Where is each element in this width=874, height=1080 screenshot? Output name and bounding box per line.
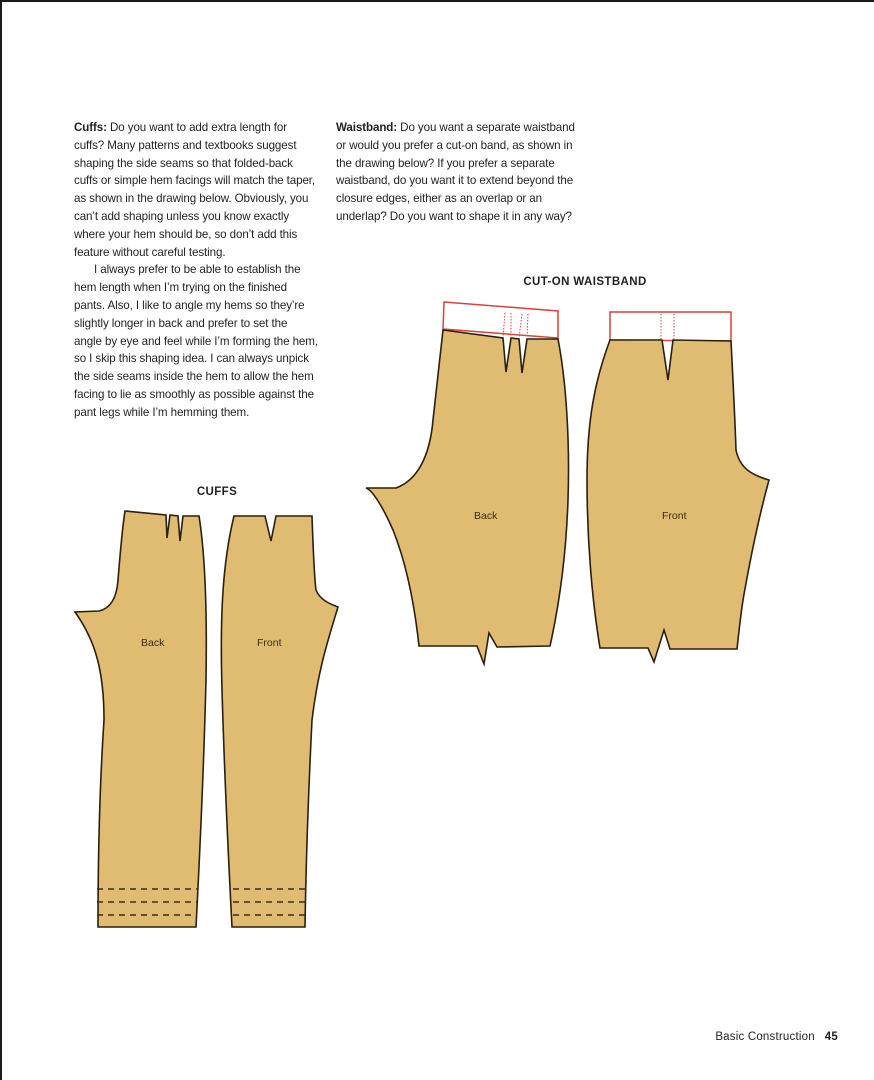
cuffs-body: Do you want to add extra length for cuffs? Many patterns and textbooks suggest shaping the side seams so that folded-back cuffs or simple hem facings will match the taper, as shown in the drawing below. Obviously, you can’t add shaping unless you know exactly where your hem should be, so don’t add this feature without careful testing. — [74, 121, 316, 259]
cuffs-back-body — [75, 511, 206, 927]
cuffs-front-piece — [221, 516, 338, 927]
waistband-front-band — [610, 312, 731, 341]
waistband-figure-title: CUT-ON WAISTBAND — [523, 276, 647, 288]
waistband-back-body — [366, 330, 569, 664]
cuffs-front-label: Front — [257, 637, 282, 649]
cuffs-figure-title: CUFFS — [196, 486, 238, 498]
page-footer — [715, 1031, 838, 1043]
cuffs-front-body — [221, 516, 338, 927]
waistband-lead: Waistband: — [336, 121, 398, 134]
cuffs-lead: Cuffs: — [74, 121, 107, 134]
cuffs-back-label: Back — [141, 637, 165, 649]
waistband-front-label: Front — [662, 510, 687, 522]
waistband-front-body — [587, 340, 769, 662]
waistband-back-label: Back — [474, 510, 498, 522]
hem-paragraph: I always prefer to be able to establish the hem length when I’m trying on the finished pants. Also, I like to angle my hems so they’re slightly longer in back and prefer to set the angle by eye and feel while I’m forming the hem, so I skip this shaping idea. I can always unpick the side seams inside the hem to allow the hem facing to lie as smoothly as possible against the pant legs while I’m hemming them. — [74, 263, 318, 419]
waistband-body: Do you want a separate waistband or would you prefer a cut-on band, as shown in the drawing below? If you prefer a separate waistband, do you want it to extend beyond the closure edges, either as an overlap or an underlap? Do you want to shape it in any way? — [336, 121, 575, 223]
cuffs-back-piece — [75, 511, 206, 927]
waistband-back-piece — [366, 302, 569, 664]
footer-section-title: Basic Construction — [715, 1031, 815, 1043]
waistband-front-piece — [587, 312, 769, 662]
page-number: 45 — [824, 1031, 838, 1043]
